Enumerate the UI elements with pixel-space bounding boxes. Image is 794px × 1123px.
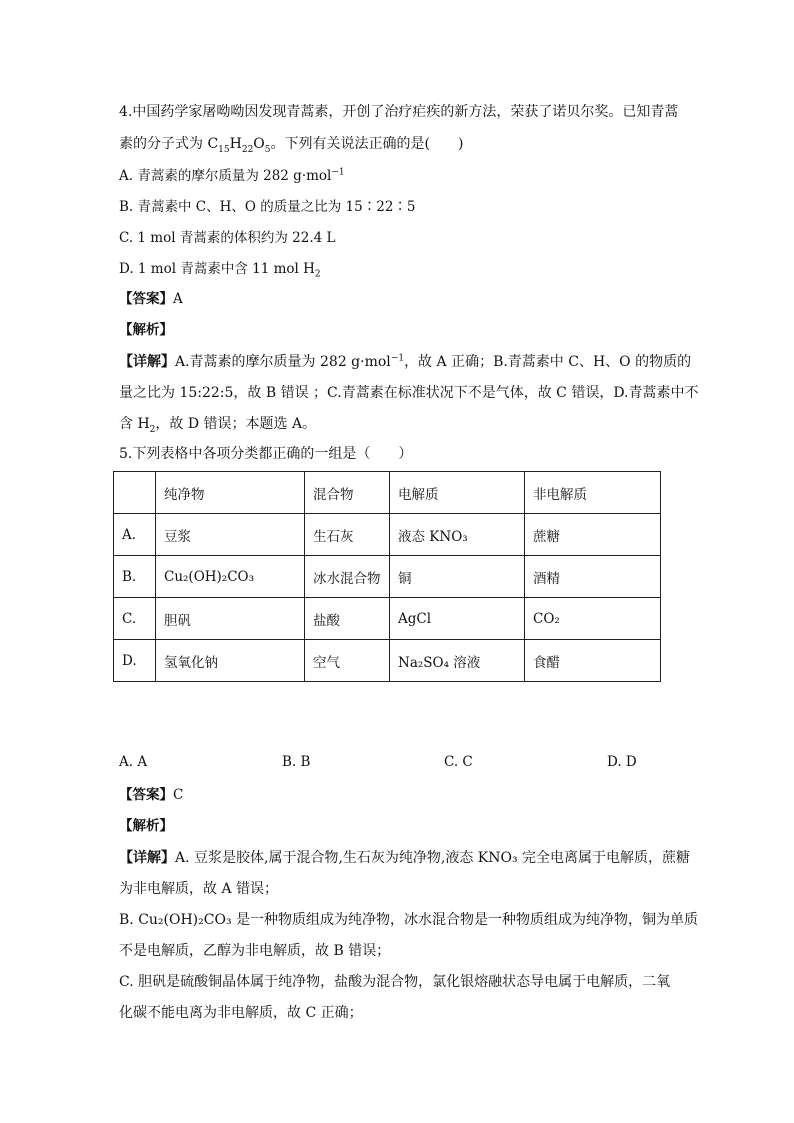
q5-answer: [119, 785, 183, 805]
q4-sub-15: 15: [218, 144, 230, 155]
table-cell: 酒精: [525, 556, 661, 598]
table-row: [114, 640, 661, 682]
table-cell: 冰水混合物: [305, 556, 390, 598]
table-cell: 空气: [305, 640, 390, 682]
q5-choice-a: A. A: [119, 754, 148, 770]
q4-option-d: [119, 259, 321, 279]
table-header-cell: 非电解质: [525, 472, 661, 514]
q4-option-a-sup: −1: [331, 167, 345, 178]
q5-choice-c: C. C: [444, 754, 473, 770]
table-cell: 豆浆: [156, 514, 305, 556]
table-cell: 食醋: [525, 640, 661, 682]
q5-choice-d: D. D: [607, 754, 637, 770]
q4-analysis-label: 【解析】: [119, 322, 173, 338]
q4-option-d-sub: 2: [314, 269, 321, 280]
q5-analysis-label: 【解析】: [119, 818, 173, 834]
q4-option-c: C. 1 mol 青蒿素的体积约为 22.4 L: [119, 230, 336, 246]
q5-detail-1: A. 豆浆是胶体,属于混合物,生石灰为纯净物,液态 KNO₃ 完全电离属于电解质，蔗糖: [175, 850, 691, 866]
table-cell: 蔗糖: [525, 514, 661, 556]
table-cell: B.: [114, 556, 156, 598]
q4-detail-line3: [119, 414, 316, 434]
q4-detail-line1: [119, 352, 691, 372]
q4-answer-value: A: [173, 291, 183, 307]
q5-detail-line1: [119, 848, 690, 868]
q4-option-d-text: D. 1 mol 青蒿素中含 11 mol H: [119, 261, 315, 277]
q4-stem-h: H: [229, 136, 242, 152]
q4-sub-22: 22: [241, 144, 254, 155]
q4-detail-line2: 量之比为 15:22:5，故 B 错误 ；C.青蒿素在标准状况下不是气体，故 C 错误，D.青蒿素中不: [119, 385, 699, 401]
q5-answer-value: C: [173, 787, 184, 803]
table-cell: A.: [114, 514, 156, 556]
table-header-cell: 电解质: [390, 472, 525, 514]
q4-detail-3-pre: 含 H: [119, 416, 150, 432]
table-header-cell: 混合物: [305, 472, 390, 514]
q4-option-a-text: A. 青蒿素的摩尔质量为 282 g·mol: [119, 168, 332, 184]
q4-answer-label: 【答案】: [119, 291, 173, 307]
q4-detail-1-post: ，故 A 正确；B.青蒿素中 C、H、O 的物质的: [404, 354, 692, 370]
q4-stem-line2: [119, 134, 463, 154]
q5-detail-label: 【详解】: [119, 850, 175, 866]
table-cell: 盐酸: [305, 598, 390, 640]
q4-detail-1-sup: −1: [390, 353, 405, 364]
q4-option-b: B. 青蒿素中 C、H、O 的质量之比为 15∶22∶5: [119, 199, 416, 215]
table-cell: AgCl: [390, 598, 525, 640]
table-cell: 生石灰: [305, 514, 390, 556]
q4-sub-5: 5: [264, 144, 271, 155]
q4-stem-post: 。下列有关说法正确的是( ): [270, 136, 464, 152]
table-row: [114, 514, 661, 556]
classification-table: [113, 471, 661, 682]
q4-answer: [119, 289, 183, 309]
table-header-cell: [114, 472, 156, 514]
q4-detail-3-sub: 2: [149, 424, 156, 435]
q4-detail-1: A.青蒿素的摩尔质量为 282 g·mol: [175, 354, 391, 370]
q5-answer-label: 【答案】: [119, 787, 173, 803]
table-cell: Na₂SO₄ 溶液: [390, 640, 525, 682]
table-cell: 铜: [390, 556, 525, 598]
table-cell: 氢氧化钠: [156, 640, 305, 682]
q5-detail-line2: 为非电解质，故 A 错误；: [119, 881, 279, 897]
q5-detail-line5: C. 胆矾是硫酸铜晶体属于纯净物，盐酸为混合物，氯化银熔融状态导电属于电解质，二氧: [119, 974, 671, 990]
q4-option-a: [119, 166, 345, 186]
table-cell: Cu₂(OH)₂CO₃: [156, 556, 305, 598]
q5-detail-line6: 化碳不能电离为非电解质，故 C 正确；: [119, 1005, 363, 1021]
table-cell: C.: [114, 598, 156, 640]
q5-detail-line4: 不是电解质，乙醇为非电解质，故 B 错误；: [119, 943, 391, 959]
q5-choice-b: B. B: [282, 754, 311, 770]
table-row: [114, 556, 661, 598]
q4-detail-label: 【详解】: [119, 354, 175, 370]
q5-detail-line3: B. Cu₂(OH)₂CO₃ 是一种物质组成为纯净物，冰水混合物是一种物质组成为纯净物，铜为单质: [119, 912, 699, 928]
table-header-row: [114, 472, 661, 514]
q4-stem-o: O: [253, 136, 265, 152]
q4-detail-3-post: ，故 D 错误；本题选 A。: [155, 416, 317, 432]
table-cell: 胆矾: [156, 598, 305, 640]
q5-stem: 5.下列表格中各项分类都正确的一组是（ ）: [119, 446, 413, 462]
table-cell: D.: [114, 640, 156, 682]
table-row: [114, 598, 661, 640]
table-header-cell: 纯净物: [156, 472, 305, 514]
table-cell: 液态 KNO₃: [390, 514, 525, 556]
q4-stem-line1: 4.中国药学家屠呦呦因发现青蒿素，开创了治疗疟疾的新方法，荣获了诺贝尔奖。已知青蒿: [119, 104, 679, 120]
q4-stem-pre: 素的分子式为 C: [119, 136, 219, 152]
table-cell: CO₂: [525, 598, 661, 640]
